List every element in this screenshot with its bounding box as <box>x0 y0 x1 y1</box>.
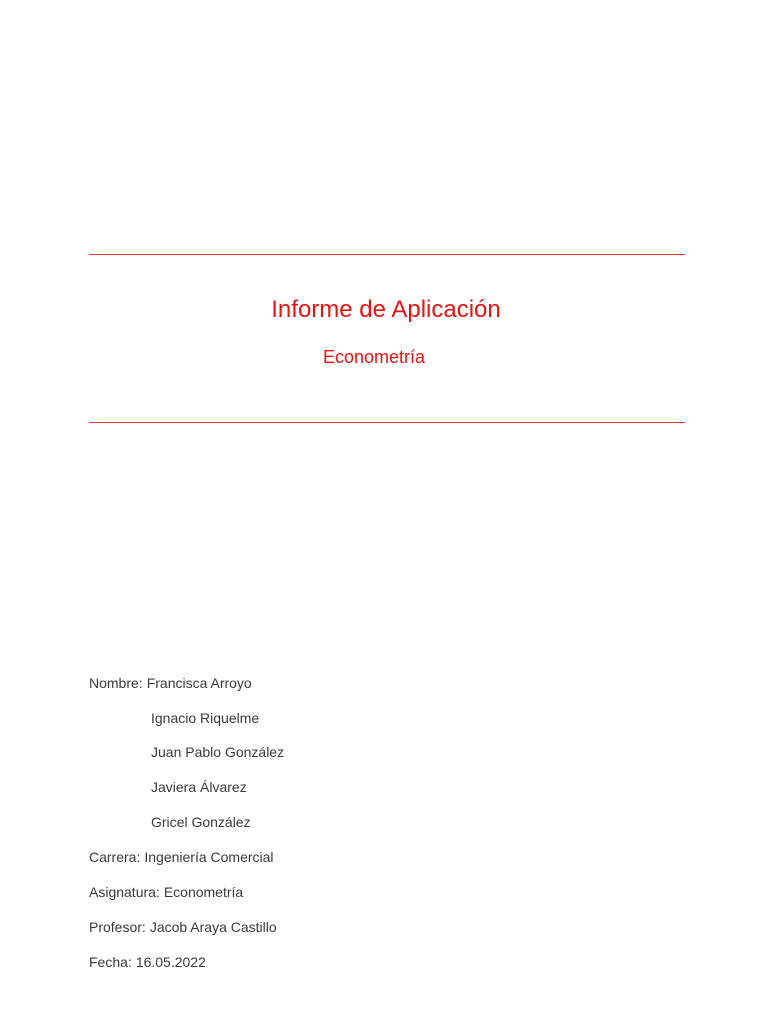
bottom-divider <box>89 422 685 423</box>
fecha-label: Fecha: <box>89 954 132 970</box>
document-subtitle: Econometría <box>322 347 426 367</box>
nombre-line <box>89 675 252 691</box>
profesor-label: Profesor: <box>89 919 146 935</box>
carrera-value: Ingeniería Comercial <box>144 849 274 865</box>
document-title: Informe de Aplicación <box>271 296 501 323</box>
member-name: Juan Pablo González <box>151 744 285 760</box>
fecha-line <box>89 954 206 970</box>
carrera-label: Carrera: <box>89 849 141 865</box>
top-divider <box>89 254 685 255</box>
asignatura-label: Asignatura: <box>89 884 160 900</box>
nombre-label: Nombre: <box>89 675 143 691</box>
member-name: Francisca Arroyo <box>146 675 252 691</box>
member-name: Gricel González <box>151 814 251 830</box>
profesor-line <box>89 919 277 935</box>
profesor-value: Jacob Araya Castillo <box>149 919 277 935</box>
asignatura-line <box>89 884 243 900</box>
asignatura-value: Econometría <box>163 884 244 900</box>
carrera-line <box>89 849 274 865</box>
member-name: Ignacio Riquelme <box>151 710 260 726</box>
fecha-value: 16.05.2022 <box>135 954 206 970</box>
member-name: Javiera Álvarez <box>151 779 247 795</box>
